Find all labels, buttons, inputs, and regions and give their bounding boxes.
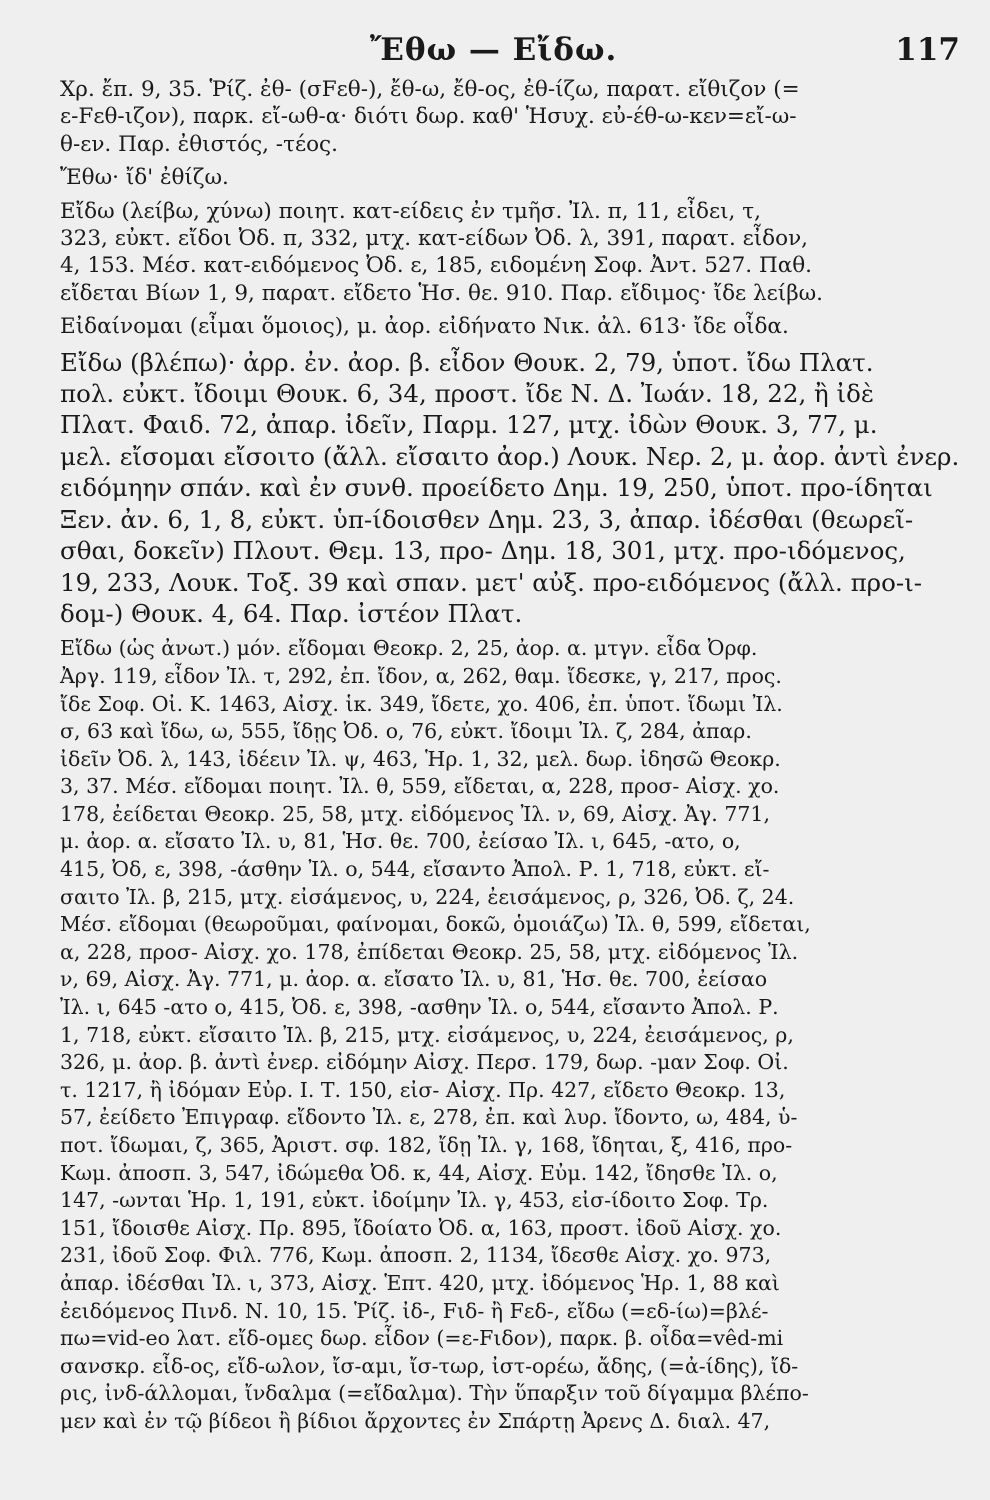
text-line: ειδόμηην σπάν. καὶ ἐν συνθ. προείδετο Δημ. 19, 250, ὑποτ. προ-ίδηται <box>60 473 933 503</box>
text-line: πω=vid-eo λατ. εἴδ-ομες δωρ. εἶδον (=ε-Fιδον), παρκ. β. οἶδα=vêd-mi <box>60 1326 784 1351</box>
text-line: ἀπαρ. ἰδέσθαι Ἰλ. ι, 373, Αἰσχ. Ἑπτ. 420, μτχ. ἰδόμενος Ἡρ. 1, 88 καὶ <box>60 1270 780 1295</box>
text-line: Ἀργ. 119, εἶδον Ἰλ. τ, 292, ἐπ. ἴδον, α, 262, θαμ. ἴδεσκε, γ, 217, προς. <box>60 663 782 688</box>
text-line: Εἰδαίνομαι (εἶμαι ὅμοιος), μ. ἀορ. εἰδήνατο Νικ. ἀλ. 613· ἴδε οἶδα. <box>60 314 789 340</box>
text-line: 1, 718, εὐκτ. εἴσαιτο Ἰλ. β, 215, μτχ. εἰσάμενος, υ, 224, ἐεισάμενος, ρ, <box>60 1022 794 1047</box>
text-line: σθαι, δοκεῖν) Πλουτ. Θεμ. 13, προ- Δημ. 18, 301, μτχ. προ-ιδόμενος, <box>60 536 906 566</box>
text-line: εἴδεται Βίων 1, 9, παρατ. εἴδετο Ἡσ. θε. 910. Παρ. εἴδιμος· ἴδε λείβω. <box>60 280 823 306</box>
text-line: 19, 233, Λουκ. Τοξ. 39 καὶ σπαν. μετ' αὐξ. προ-ειδόμενος (ἄλλ. προ-ι- <box>60 567 922 597</box>
text-line: Εἴδω (ὡς ἀνωτ.) μόν. εἴδομαι Θεοκρ. 2, 25, ἀορ. α. μτγν. εἶδα Ὀρφ. <box>60 636 758 661</box>
text-line: ποτ. ἴδωμαι, ζ, 365, Ἀριστ. σφ. 182, ἴδῃ Ἰλ. γ, 168, ἴδηται, ξ, 416, προ- <box>60 1133 793 1157</box>
text-line: α, 228, προσ- Αἰσχ. χο. 178, ἐπίδεται Θεοκρ. 25, 58, μτχ. εἰδόμενος Ἰλ. <box>60 939 799 964</box>
text-line: ἴδε Σοφ. Οἰ. Κ. 1463, Αἰσχ. ἱκ. 349, ἴδετε, χο. 406, ἐπ. ὑποτ. ἴδωμι Ἰλ. <box>60 691 783 716</box>
text-line: 3, 37. Μέσ. εἴδομαι ποιητ. Ἰλ. θ, 559, εἴδεται, α, 228, προσ- Αἰσχ. χο. <box>60 774 780 799</box>
text-line: θ-εν. Παρ. ἐθιστός, -τέος. <box>60 131 338 157</box>
text-line: Εἴδω (βλέπω)· ἀρρ. ἐν. ἀορ. β. εἶδον Θουκ. 2, 79, ὑποτ. ἴδω Πλατ. <box>60 347 874 377</box>
text-line: Κωμ. ἀποσπ. 3, 547, ἰδώμεθα Ὀδ. κ, 44, Αἰσχ. Εὐμ. 142, ἴδησθε Ἰλ. ο, <box>60 1160 778 1185</box>
text-line: σαιτο Ἰλ. β, 215, μτχ. εἰσάμενος, υ, 224, ἐεισάμενος, ρ, 326, Ὀδ. ζ, 24. <box>60 884 795 909</box>
text-line: ρις, ἰνδ-άλλομαι, ἴνδαλμα (=εἴδαλμα). Τὴν ὕπαρξιν τοῦ δίγαμμα βλέπο- <box>60 1381 809 1406</box>
text-line: μελ. εἴσομαι εἴσοιτο (ἄλλ. εἴσαιτο ἀορ.) Λουκ. Νερ. 2, μ. ἀορ. ἀντὶ ἐνερ. <box>60 441 960 471</box>
text-line: 151, ἴδοισθε Αἰσχ. Πρ. 895, ἴδοίατο Ὀδ. α, 163, προστ. ἰδοῦ Αἰσχ. χο. <box>60 1215 782 1240</box>
dictionary-text <box>60 76 960 1436</box>
text-line: Μέσ. εἴδομαι (θεωροῦμαι, φαίνομαι, δοκῶ, ὁμοιάζω) Ἰλ. θ, 599, εἴδεται, <box>60 912 811 937</box>
text-line: 231, ἰδοῦ Σοφ. Φιλ. 776, Κωμ. ἀποσπ. 2, 1134, ἴδεσθε Αἰσχ. χο. 973, <box>60 1243 772 1268</box>
dictionary-entry <box>60 164 820 191</box>
text-line: μεν καὶ ἐν τῷ βίδεοι ἢ βίδιοι ἄρχοντες ἐν Σπάρτῃ Ἀρενς Δ. διαλ. 47, <box>60 1408 771 1433</box>
text-line: Χρ. ἔπ. 9, 35. Ῥίζ. ἐθ- (σFεθ-), ἔθ-ω, ἔθ-ος, ἐθ-ίζω, παρατ. εἴθιζον (= <box>60 77 800 102</box>
text-line: Ἰλ. ι, 645 -ατο ο, 415, Ὀδ. ε, 398, -ασθην Ἰλ. ο, 544, εἴσαντο Ἀπολ. Ρ. <box>60 995 779 1020</box>
page-number: 117 <box>895 32 960 68</box>
text-line: τ. 1217, ἢ ἰδόμαν Εὐρ. Ι. Τ. 150, εἰσ- Αἰσχ. Πρ. 427, εἴδετο Θεοκρ. 13, <box>60 1077 786 1102</box>
text-line: 4, 153. Μέσ. κατ-ειδόμενος Ὀδ. ε, 185, ειδομένη Σοφ. Ἀντ. 527. Παθ. <box>60 253 813 279</box>
text-line: 323, εὐκτ. εἴδοι Ὀδ. π, 332, μτχ. κατ-είδων Ὀδ. λ, 391, παρατ. εἶδον, <box>60 226 808 252</box>
dictionary-entry <box>60 313 820 340</box>
text-line: Πλατ. Φαιδ. 72, ἀπαρ. ἰδεῖν, Παρμ. 127, μτχ. ἰδὼν Θουκ. 3, 77, μ. <box>60 410 878 440</box>
dictionary-entry <box>60 198 823 308</box>
page-header <box>60 18 960 68</box>
text-line: 326, μ. ἀορ. β. ἀντὶ ἐνερ. εἰδόμην Αἰσχ. Περσ. 179, δωρ. -μαν Σοφ. Οἰ. <box>60 1050 789 1075</box>
dictionary-entry <box>60 347 960 630</box>
text-line: Εἴδω (λείβω, χύνω) ποιητ. κατ-είδεις ἐν τμῆσ. Ἰλ. π, 11, εἶδει, τ, <box>60 198 761 224</box>
text-line: ἐειδόμενος Πινδ. Ν. 10, 15. Ῥίζ. ἰδ-, Fιδ- ἢ Fεδ-, εἴδω (=εδ-ίω)=βλέ- <box>60 1298 769 1323</box>
text-line: Ξεν. ἀν. 6, 1, 8, εὐκτ. ὑπ-ίδοισθεν Δημ. 23, 3, ἀπαρ. ἰδέσθαι (θεωρεῖ- <box>60 504 914 534</box>
text-line: σ, 63 καὶ ἴδω, ω, 555, ἴδῃς Ὀδ. ο, 76, εὐκτ. ἴδοιμι Ἰλ. ζ, 284, ἀπαρ. <box>60 719 752 744</box>
text-line: Ἔθω· ἴδ' ἐθίζω. <box>60 165 229 191</box>
text-line: 415, Ὀδ, ε, 398, -άσθην Ἰλ. ο, 544, εἴσαντο Ἀπολ. Ρ. 1, 718, εὐκτ. εἴ- <box>60 857 770 882</box>
text-line: ν, 69, Αἰσχ. Ἀγ. 771, μ. ἀορ. α. εἴσατο Ἰλ. υ, 81, Ἡσ. θε. 700, ἐείσαο <box>60 967 768 992</box>
running-head: Ἔθω — Εἴδω. <box>370 32 618 68</box>
text-line: 147, -ωνται Ἡρ. 1, 191, εὐκτ. ἰδοίμην Ἰλ. γ, 453, εἰσ-ίδοιτο Σοφ. Τρ. <box>60 1188 769 1213</box>
text-line: 178, ἐείδεται Θεοκρ. 25, 58, μτχ. εἰδόμενος Ἰλ. ν, 69, Αἰσχ. Ἀγ. 771, <box>60 801 770 826</box>
text-line: μ. ἀορ. α. εἴσατο Ἰλ. υ, 81, Ἡσ. θε. 700, ἐείσαο Ἰλ. ι, 645, -ατο, ο, <box>60 829 741 854</box>
text-line: πολ. εὐκτ. ἴδοιμι Θουκ. 6, 34, προστ. ἴδε Ν. Δ. Ἰωάν. 18, 22, ἢ ἰδὲ <box>60 379 875 409</box>
dictionary-entry <box>60 76 820 158</box>
text-line: ἰδεῖν Ὀδ. λ, 143, ἰδέειν Ἰλ. ψ, 463, Ἡρ. 1, 32, μελ. δωρ. ἰδησῶ Θεοκρ. <box>60 746 781 771</box>
text-line: σανσκρ. εἶδ-ος, εἴδ-ωλον, ἴσ-αμι, ἴσ-τωρ, ἰστ-ορέω, ἄδης, (=ἀ-ίδης), ἴδ- <box>60 1353 799 1378</box>
text-line: δομ-) Θουκ. 4, 64. Παρ. ἰστέον Πλατ. <box>60 598 523 628</box>
dictionary-entry <box>60 635 820 1435</box>
text-line: 57, ἐείδετο Ἐπιγραφ. εἴδοντο Ἰλ. ε, 278, ἐπ. καὶ λυρ. ἴδοντο, ω, 484, ὑ- <box>60 1105 798 1130</box>
text-line: ε-Fεθ-ιζον), παρκ. εἴ-ωθ-α· διότι δωρ. καθ' Ἡσυχ. εὐ-έθ-ω-κεν=εἴ-ω- <box>60 104 797 130</box>
